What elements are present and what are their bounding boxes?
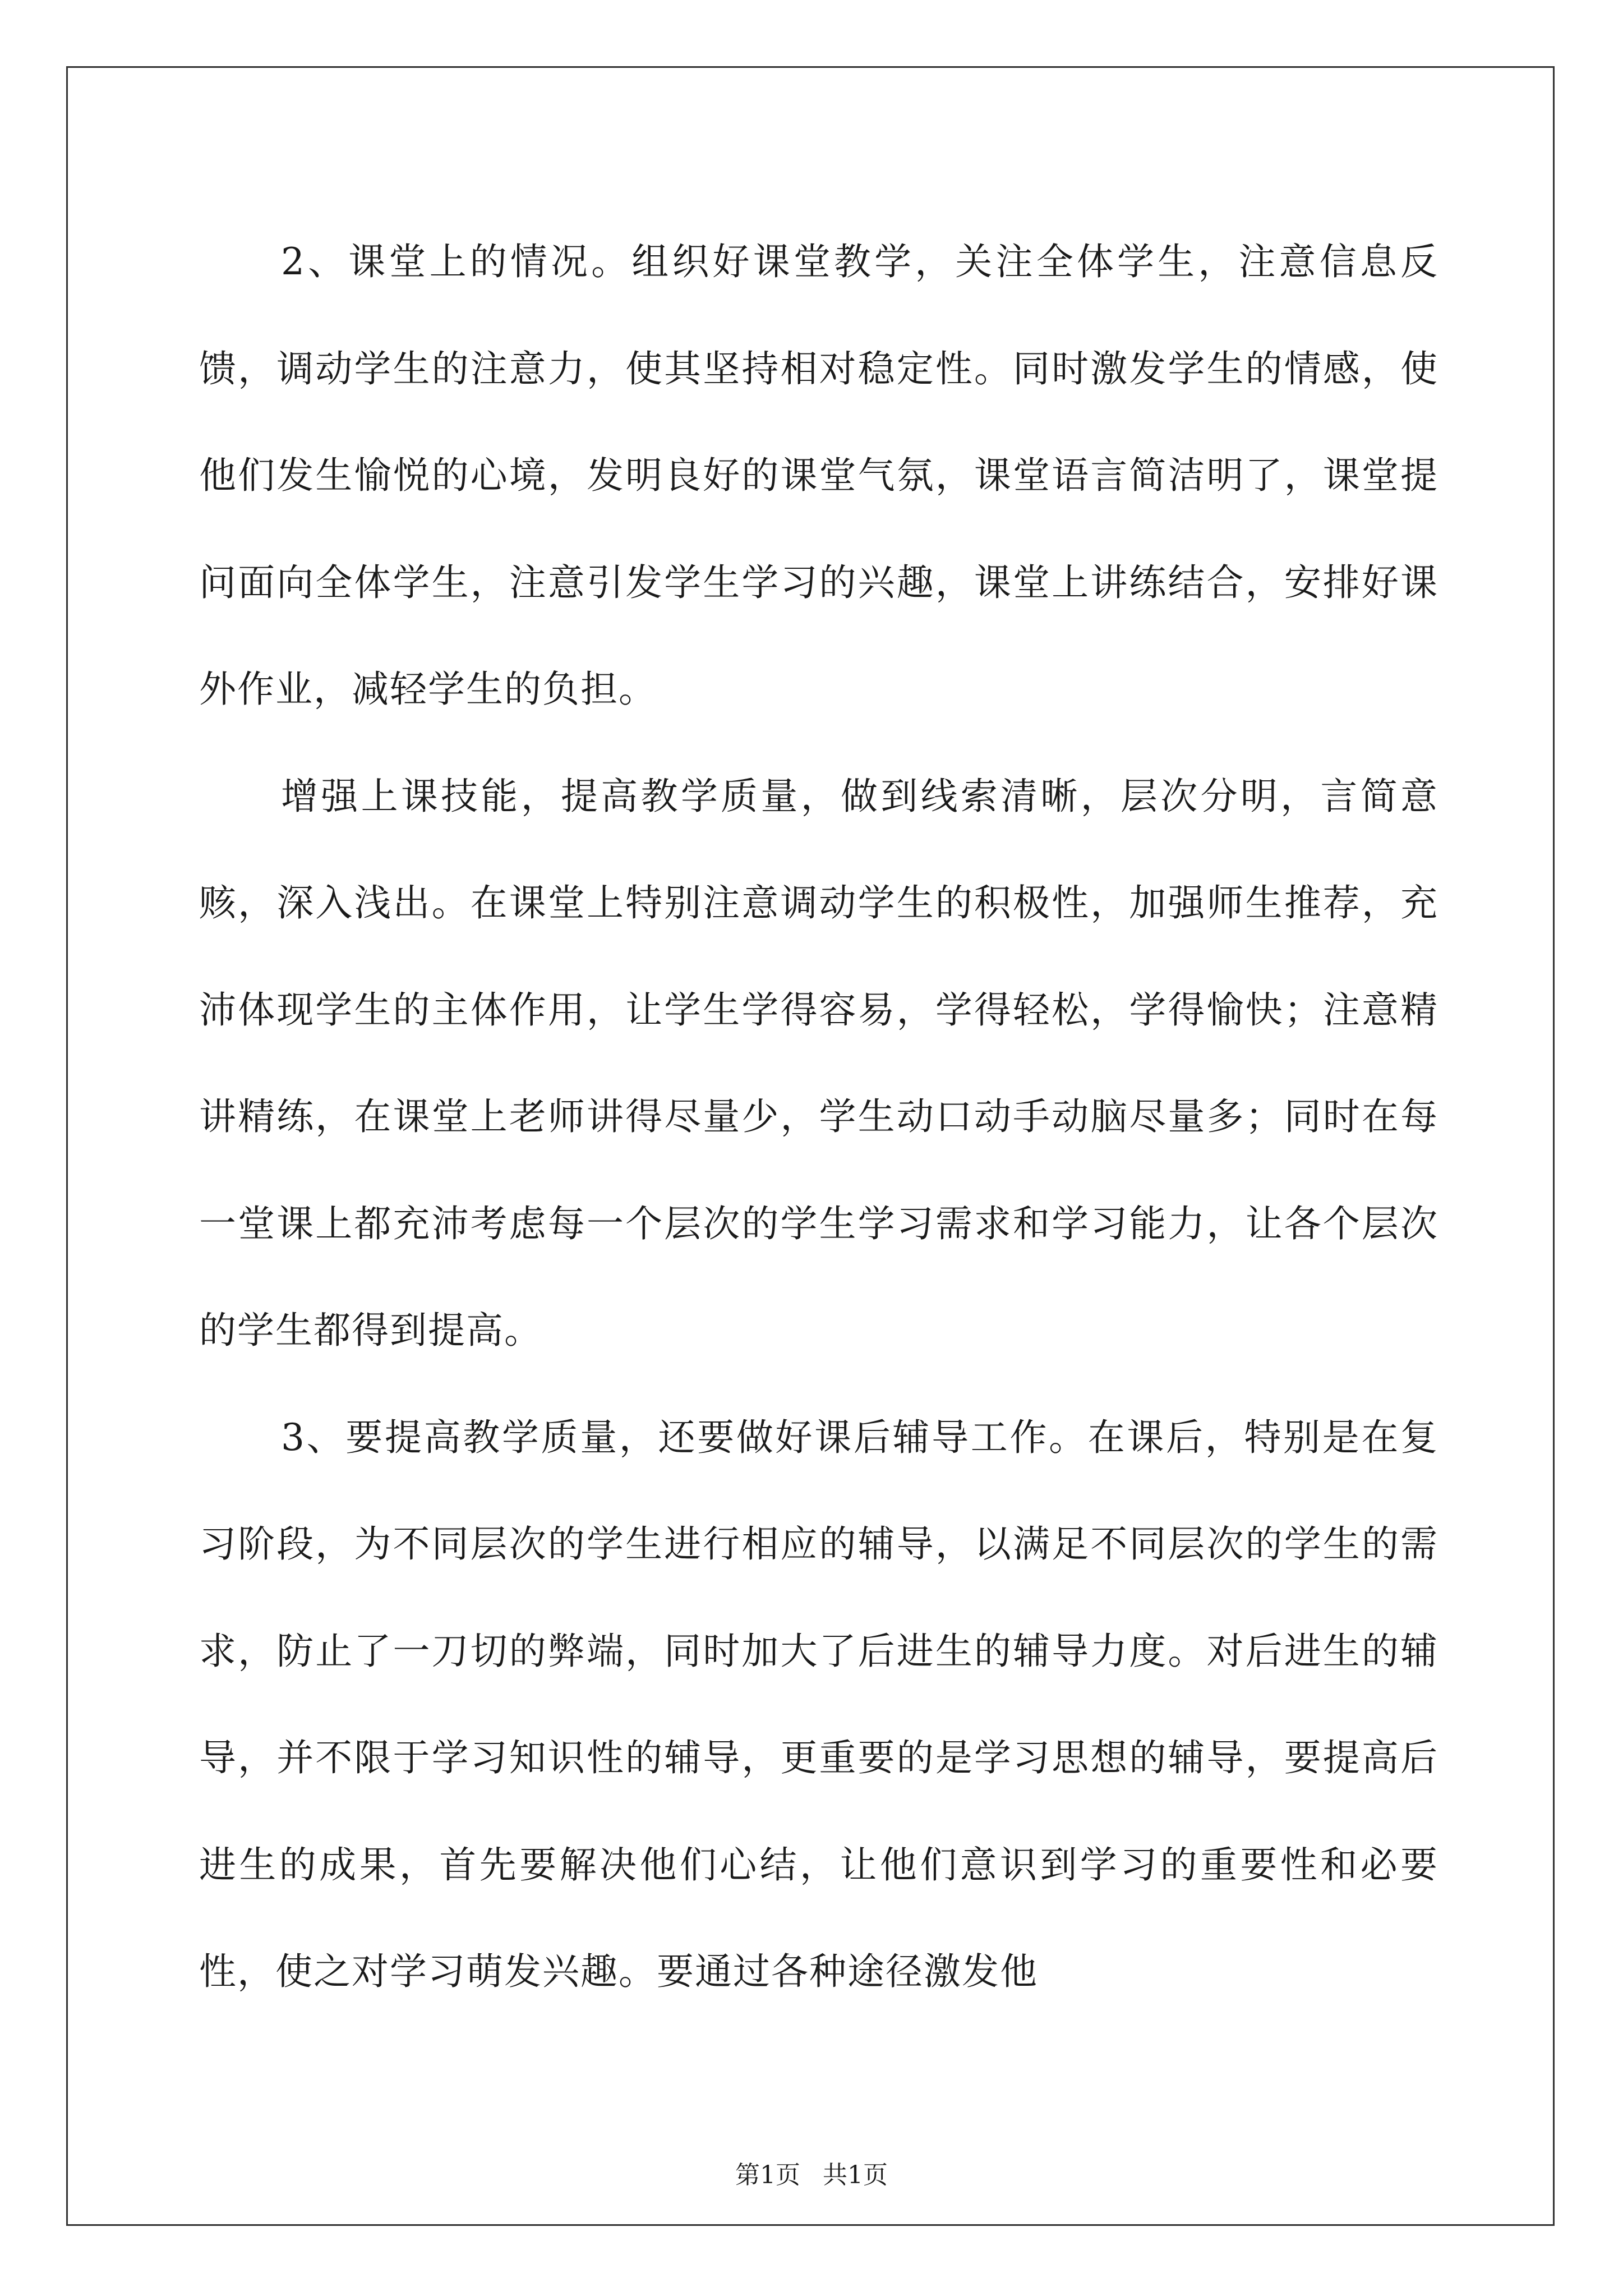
paragraph-1: 2、课堂上的情况。组织好课堂教学，关注全体学生，注意信息反馈，调动学生的注意力，使其坚持相对稳定性。同时激发学生的情感，使他们发生愉悦的心境，发明良好的课堂气氛，课堂语言简洁明了，课堂提问面向全体学生，注意引发学生学习的兴趣，课堂上讲练结合，安排好课外作业，减轻学生的负担。 xyxy=(199,240,1438,711)
page-footer xyxy=(0,2159,1623,2192)
page-number: 第1页 xyxy=(735,2161,800,2189)
page-total: 共1页 xyxy=(823,2161,888,2189)
paragraph-2: 增强上课技能，提高教学质量，做到线索清晰，层次分明，言简意赅，深入浅出。在课堂上特别注意调动学生的积极性，加强师生推荐，充沛体现学生的主体作用，让学生学得容易，学得轻松，学得愉快；注意精讲精练，在课堂上老师讲得尽量少，学生动口动手动脑尽量多；同时在每一堂课上都充沛考虑每一个层次的学生学习需求和学习能力，让各个层次的学生都得到提高。 xyxy=(199,774,1438,1352)
document-body xyxy=(199,209,1438,2049)
paragraph-3: 3、要提高教学质量，还要做好课后辅导工作。在课后，特别是在复习阶段，为不同层次的学生进行相应的辅导，以满足不同层次的学生的需求，防止了一刀切的弊端，同时加大了后进生的辅导力度。对后进生的辅导，并不限于学习知识性的辅导，更重要的是学习思想的辅导，要提高后进生的成果，首先要解决他们心结，让他们意识到学习的重要性和必要性，使之对学习萌发兴趣。要通过各种途径激发他 xyxy=(199,1415,1438,1993)
